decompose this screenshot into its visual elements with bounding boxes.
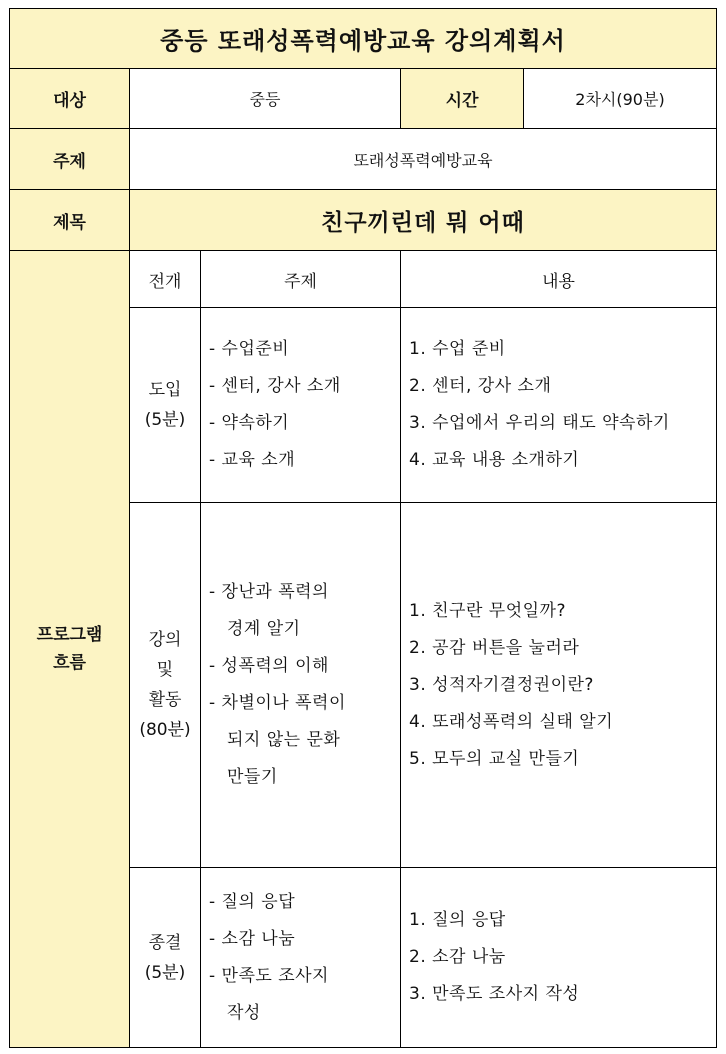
topic-item: 만들기 (227, 767, 278, 787)
content-item: 3. 성적자기결정권이란? (409, 674, 594, 695)
topic-item: 되지 않는 문화 (227, 730, 341, 750)
lesson-plan-table (9, 8, 717, 1048)
topic-label: 주제 (10, 129, 130, 190)
stage-closing-topics (201, 868, 401, 1047)
header-topic: 주제 (201, 251, 401, 308)
stage-lecture-topics (201, 503, 401, 868)
target-value: 중등 (130, 69, 401, 129)
topic-item: - 만족도 조사지 (209, 965, 329, 986)
stage-lecture-name (130, 503, 201, 868)
content-item: 3. 수업에서 우리의 태도 약속하기 (409, 413, 670, 433)
topic-item: - 약속하기 (209, 413, 290, 433)
content-item: 4. 또래성폭력의 실태 알기 (409, 711, 614, 732)
stage-name-line: 및 (156, 660, 174, 680)
content-item: 2. 공감 버튼을 눌러라 (409, 637, 580, 658)
topic-item: 경계 알기 (227, 619, 301, 639)
stage-name-line: (80분) (139, 720, 191, 740)
stage-intro-topics (201, 308, 401, 503)
subject-label: 제목 (10, 190, 130, 251)
topic-item: - 장난과 폭력의 (209, 582, 329, 602)
content-item: 4. 교육 내용 소개하기 (409, 450, 580, 470)
topic-item: - 교육 소개 (209, 450, 296, 470)
content-item: 5. 모두의 교실 만들기 (409, 748, 580, 769)
document-title: 중등 또래성폭력예방교육 강의계획서 (10, 9, 716, 69)
target-label: 대상 (10, 69, 130, 129)
topic-item: - 질의 응답 (209, 891, 296, 912)
stage-lecture-contents (401, 503, 716, 868)
stage-name-line: 강의 (148, 630, 182, 650)
stage-intro-contents (401, 308, 716, 503)
program-flow-label-line2: 흐름 (53, 653, 86, 673)
content-item: 1. 수업 준비 (409, 339, 506, 359)
topic-item: - 성폭력의 이해 (209, 656, 329, 676)
topic-item: - 소감 나눔 (209, 928, 296, 949)
content-item: 1. 친구란 무엇일까? (409, 600, 567, 621)
program-flow-label-line1: 프로그램 (36, 625, 103, 645)
stage-name-line: (5분) (144, 962, 186, 983)
stage-closing-name (130, 868, 201, 1047)
stage-name-line: 종결 (148, 932, 182, 953)
stage-name-line: 활동 (148, 690, 182, 710)
header-stage: 전개 (130, 251, 201, 308)
program-flow-label (10, 251, 130, 1047)
content-item: 3. 만족도 조사지 작성 (409, 984, 580, 1004)
time-label: 시간 (401, 69, 524, 129)
stage-name-line: (5분) (144, 410, 186, 430)
time-value: 2차시(90분) (524, 69, 716, 129)
topic-value: 또래성폭력예방교육 (130, 129, 716, 190)
topic-item: - 센터, 강사 소개 (209, 376, 341, 396)
content-item: 2. 소감 나눔 (409, 947, 506, 967)
subject-value: 친구끼린데 뭐 어때 (130, 190, 716, 251)
topic-item: - 차별이나 폭력이 (209, 693, 346, 713)
stage-name-line: 도입 (148, 380, 182, 400)
topic-item: 작성 (227, 1002, 261, 1023)
content-item: 1. 질의 응답 (409, 910, 506, 930)
topic-item: - 수업준비 (209, 339, 290, 359)
header-content: 내용 (401, 251, 716, 308)
stage-intro-name (130, 308, 201, 503)
stage-closing-contents (401, 868, 716, 1047)
content-item: 2. 센터, 강사 소개 (409, 376, 552, 396)
